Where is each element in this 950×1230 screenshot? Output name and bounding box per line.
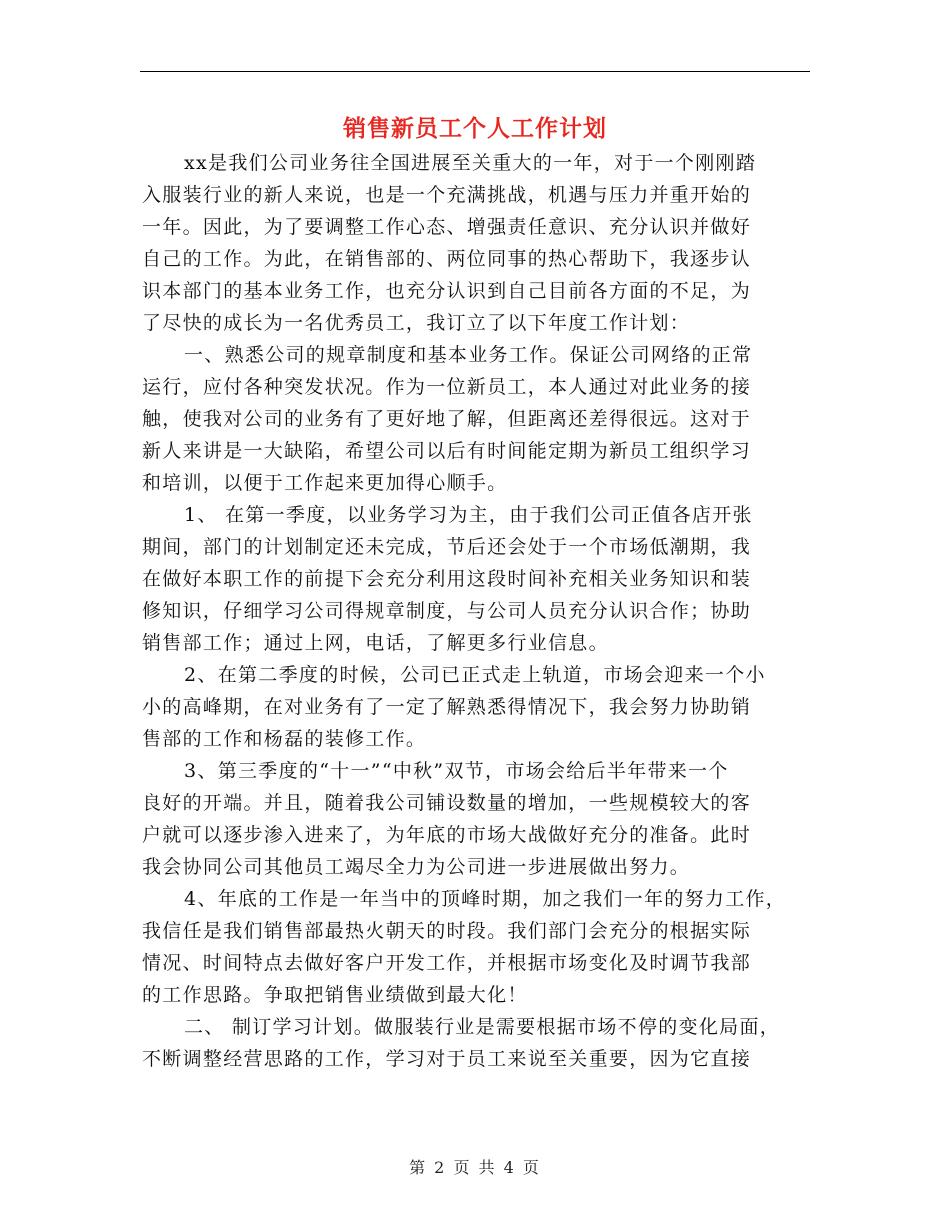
text-line: 在做好本职工作的前提下会充分利用这段时间补充相关业务知识和装	[142, 568, 752, 590]
text-line: 修知识，仔细学习公司得规章制度，与公司人员充分认识合作；协助	[142, 600, 752, 622]
text-line: 触，使我对公司的业务有了更好地了解，但距离还差得很远。这对于	[142, 408, 752, 430]
text-line: 我会协同公司其他员工竭尽全力为公司进一步进展做出努力。	[142, 856, 691, 878]
document-body	[142, 147, 810, 1075]
page-footer: 第 2 页 共 4 页	[409, 1158, 541, 1177]
text-line: 小的高峰期，在对业务有了一定了解熟悉得情况下，我会努力协助销	[142, 696, 752, 718]
text-line: 了尽快的成长为一名优秀员工，我订立了以下年度工作计划：	[142, 312, 691, 334]
paragraph-first-line: 3、第三季度的“十一”“中秋”双节，市场会给后半年带来一个	[184, 760, 729, 782]
document-title: 销售新员工个人工作计划	[343, 116, 607, 142]
text-line: 一年。因此，为了要调整工作心态、增强责任意识、充分认识并做好	[142, 216, 752, 238]
paragraph-first-line: 4、年底的工作是一年当中的顶峰时期，加之我们一年的努力工作，	[184, 888, 787, 910]
text-line: 运行，应付各种突发状况。作为一位新员工，本人通过对此业务的接	[142, 376, 752, 398]
text-line: 良好的开端。并且，随着我公司铺设数量的增加，一些规模较大的客	[142, 792, 752, 814]
text-line: 和培训，以便于工作起来更加得心顺手。	[142, 472, 508, 494]
paragraph-first-line: 一、熟悉公司的规章制度和基本业务工作。保证公司网络的正常	[184, 344, 753, 366]
paragraph-first-line: 二、 制订学习计划。做服装行业是需要根据市场不停的变化局面，	[184, 1016, 781, 1038]
text-line: 的工作思路。争取把销售业绩做到最大化！	[142, 984, 528, 1006]
text-line: 新人来讲是一大缺陷，希望公司以后有时间能定期为新员工组织学习	[142, 440, 752, 462]
text-line: 情况、时间特点去做好客户开发工作，并根据市场变化及时调节我部	[142, 952, 752, 974]
paragraph-first-line: xx是我们公司业务往全国进展至关重大的一年，对于一个刚刚踏	[184, 152, 757, 174]
text-line: 户就可以逐步渗入进来了，为年底的市场大战做好充分的准备。此时	[142, 824, 752, 846]
text-line: 售部的工作和杨磊的装修工作。	[142, 728, 427, 750]
text-line: 销售部工作；通过上网，电话，了解更多行业信息。	[142, 632, 609, 654]
text-line: 识本部门的基本业务工作，也充分认识到自己目前各方面的不足，为	[142, 280, 752, 302]
header-rule	[140, 71, 810, 72]
text-line: 自己的工作。为此，在销售部的、两位同事的热心帮助下，我逐步认	[142, 248, 752, 270]
paragraph-first-line: 2、在第二季度的时候，公司已正式走上轨道，市场会迎来一个小	[184, 664, 766, 686]
text-line: 我信任是我们销售部最热火朝天的时段。我们部门会充分的根据实际	[142, 920, 752, 942]
paragraph-first-line: 1、 在第一季度，以业务学习为主，由于我们公司正值各店开张	[184, 504, 753, 526]
text-line: 入服装行业的新人来说，也是一个充满挑战，机遇与压力并重开始的	[142, 184, 752, 206]
text-line: 期间，部门的计划制定还未完成，节后还会处于一个市场低潮期，我	[142, 536, 752, 558]
text-line: 不断调整经营思路的工作，学习对于员工来说至关重要，因为它直接	[142, 1048, 752, 1070]
